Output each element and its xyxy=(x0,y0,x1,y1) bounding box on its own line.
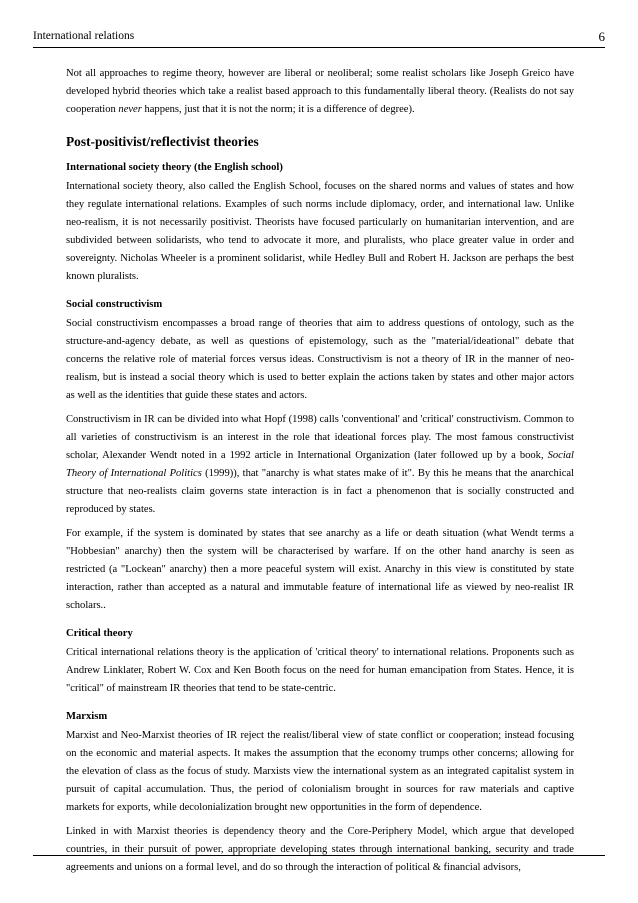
subsection-heading-english-school: International society theory (the English school) xyxy=(66,162,283,173)
page-number: 6 xyxy=(598,29,605,44)
paragraph: Marxist and Neo-Marxist theories of IR reject the realist/liberal view of state conflict or cooperation; instead focusing on the economic and material aspects. It makes the assumption that the economy trumps other concerns; allowing for the elevation of class as the focus of study. Marxists view the international system as an integrated capitalist system in pursuit of capital accumulation. Thus, the period of colonialism brought in sources for raw materials and captive markets for exports, while decolonialization brought new opportunities in the form of dependence. xyxy=(66,730,574,813)
paragraph: Constructivism in IR can be divided into what Hopf (1998) calls 'conventional' and 'critical' constructivism. Common to all varieties of constructivism is an interest in the role that ideational forces play. The most famous constructivist scholar, Alexander Wendt noted in a 1992 article in International Organization (later followed up by a book, Social Theory of International Politics (1999)), that "anarchy is what states make of it". By this he means that the anarchical structure that neo-realists claim governs state interaction is in fact a phenomenon that is socially constructed and reproduced by states. xyxy=(66,414,574,515)
footer-rule xyxy=(33,855,605,856)
paragraph: Critical international relations theory is the application of 'critical theory' to international relations. Proponents such as Andrew Linklater, Robert W. Cox and Ken Booth focus on the need for human emancipation from States. Hence, it is "critical" of mainstream IR theories that tend to be state-centric. xyxy=(66,647,574,694)
paragraph: Social constructivism encompasses a broad range of theories that aim to address questions of ontology, such as the structure-and-agency debate, as well as questions of epistemology, such as the "material/ideational" debate that concerns the relative role of material forces versus ideas. Constructivism is not a theory of IR in the manner of neo-realism, but is instead a social theory which is used to better explain the actions taken by states and other major actors as well as the identities that guide these states and actors. xyxy=(66,318,574,401)
paragraph: Linked in with Marxist theories is dependency theory and the Core-Periphery Model, which argue that developed countries, in their pursuit of power, appropriate developing states through international banking, security and trade agreements and unions on a formal level, and do so through the interaction of political & financial advisors, xyxy=(66,826,574,873)
subsection-heading-constructivism: Social constructivism xyxy=(66,299,163,310)
book-title: Social Theory of International Politics xyxy=(66,450,574,479)
emphasis: never xyxy=(118,104,142,115)
page-header xyxy=(33,29,605,48)
paragraph: For example, if the system is dominated by states that see anarchy as a life or death situation (what Wendt terms a "Hobbesian" anarchy) then the system will be characterised by warfare. If on the other hand anarchy is seen as restricted (a "Lockean" anarchy) then a more peaceful system will exist. Anarchy in this view is constituted by state interaction, rather than accepted as a natural and immutable feature of international life as viewed by neo-realist IR scholars.. xyxy=(66,528,574,611)
intro-paragraph: Not all approaches to regime theory, however are liberal or neoliberal; some realist scholars like Joseph Greico have developed hybrid theories which take a realist based approach to this fundamentally liberal theory. (Realists do not say cooperation never happens, just that it is not the norm; it is a difference of degree). xyxy=(66,68,574,115)
running-title: International relations xyxy=(33,30,135,42)
subsection-heading-critical-theory: Critical theory xyxy=(66,628,133,639)
page-body xyxy=(66,65,574,883)
section-heading: Post-positivist/reflectivist theories xyxy=(66,134,259,149)
paragraph: International society theory, also called the English School, focuses on the shared norms and values of states and how they regulate international relations. Examples of such norms include diplomacy, order, and international law. Unlike neo-realism, it is not necessarily positivist. Theorists have focused particularly on humanitarian intervention, and are subdivided between solidarists, who tend to advocate it more, and pluralists, who place greater value in order and sovereignty. Nicholas Wheeler is a prominent solidarist, while Hedley Bull and Robert H. Jackson are perhaps the best known pluralists. xyxy=(66,181,574,282)
subsection-heading-marxism: Marxism xyxy=(66,711,108,722)
